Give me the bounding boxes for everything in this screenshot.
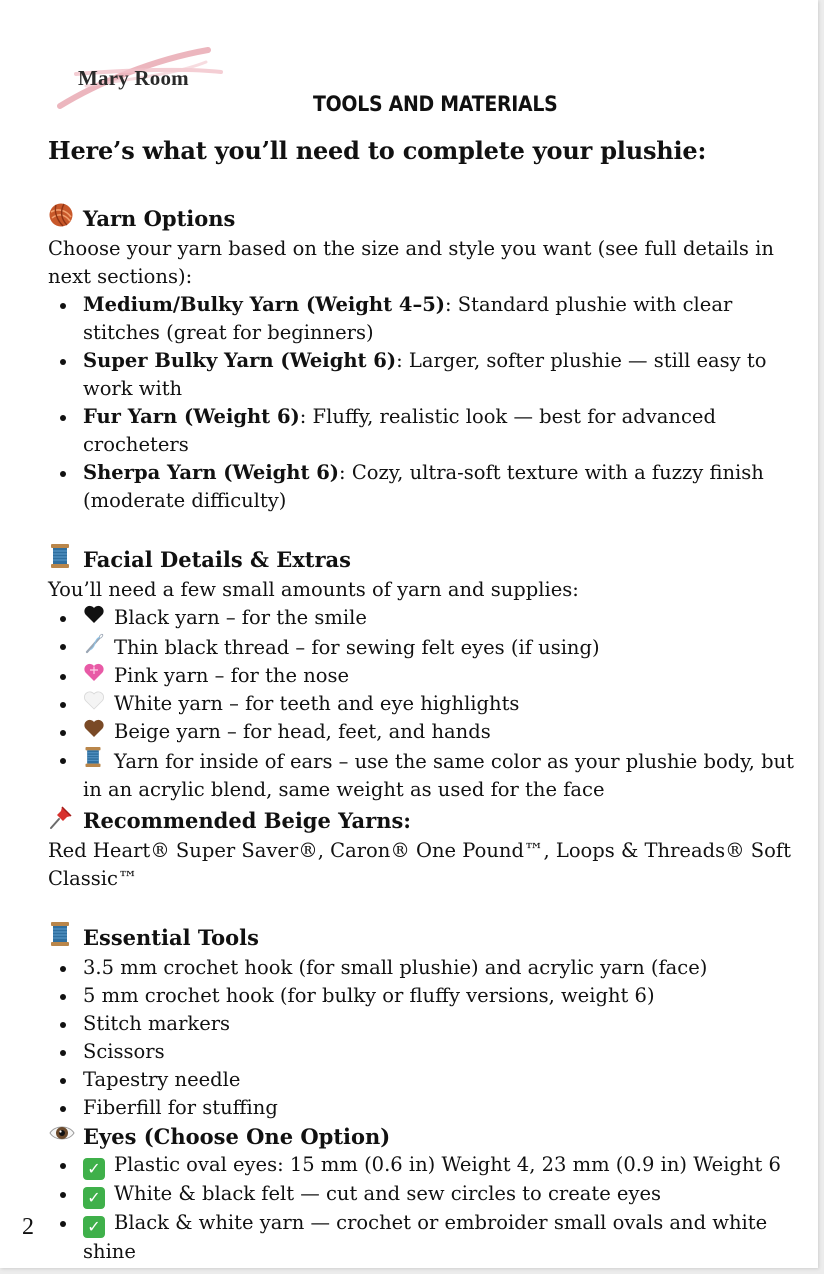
list-item: Medium/Bulky Yarn (Weight 4–5): Standard plushie with clear stitches (great for beginners) xyxy=(48,291,808,347)
page-number: 2 xyxy=(22,1214,34,1240)
pushpin-icon xyxy=(48,804,83,837)
brown-heart-icon xyxy=(83,718,114,746)
list-item: ✓ Plastic oval eyes: 15 mm (0.6 in) Weight 4, 23 mm (0.9 in) Weight 6 xyxy=(48,1151,808,1180)
eyes-list xyxy=(48,1151,808,1266)
list-item: Stitch markers xyxy=(48,1010,808,1038)
essential-tools-list xyxy=(48,954,808,1122)
page-heading: TOOLS AND MATERIALS xyxy=(313,92,558,116)
spool-icon xyxy=(48,921,83,954)
eyes-section xyxy=(48,1122,808,1266)
list-item: White yarn – for teeth and eye highlights xyxy=(48,690,808,718)
essential-tools-title xyxy=(48,921,808,954)
spool-icon xyxy=(83,746,114,776)
logo-text: Mary Room xyxy=(78,66,189,90)
list-item: Pink yarn – for the nose xyxy=(48,662,808,690)
facial-details-title xyxy=(48,543,808,576)
list-item: Black yarn – for the smile xyxy=(48,604,808,632)
recommended-title xyxy=(48,804,808,837)
list-item: ✓ White & black felt — cut and sew circles to create eyes xyxy=(48,1180,808,1209)
recommended-text: Red Heart® Super Saver®, Caron® One Pound™, Loops & Threads® Soft Classic™ xyxy=(48,839,791,890)
list-item: Yarn for inside of ears – use the same color as your plushie body, but in an acrylic blend, same weight as used for the face xyxy=(48,746,808,804)
check-mark-icon: ✓ xyxy=(83,1187,105,1209)
list-item: Tapestry needle xyxy=(48,1066,808,1094)
eye-icon xyxy=(48,1122,83,1151)
eyes-title xyxy=(48,1122,808,1151)
main-content xyxy=(48,134,808,1266)
yarn-options-description: Choose your yarn based on the size and style you want (see full details in next sections): xyxy=(48,237,774,288)
needle-icon xyxy=(83,632,114,662)
essential-tools-section xyxy=(48,921,808,1122)
yarn-options-section xyxy=(48,202,808,515)
facial-details-list xyxy=(48,604,808,804)
spool-icon xyxy=(48,543,83,576)
check-mark-icon: ✓ xyxy=(83,1158,105,1180)
list-item: Fur Yarn (Weight 6): Fluffy, realistic look — best for advanced crocheters xyxy=(48,403,808,459)
facial-details-section xyxy=(48,543,808,804)
check-mark-icon: ✓ xyxy=(83,1216,105,1238)
essential-tools-title-text: Essential Tools xyxy=(83,924,259,950)
pink-heart-icon xyxy=(83,662,114,690)
black-heart-icon xyxy=(83,604,114,632)
list-item: ✓ Black & white yarn — crochet or embroider small ovals and white shine xyxy=(48,1209,808,1266)
list-item: Scissors xyxy=(48,1038,808,1066)
yarn-options-title-text: Yarn Options xyxy=(83,205,236,231)
yarn-ball-icon xyxy=(48,202,83,235)
list-item: Beige yarn – for head, feet, and hands xyxy=(48,718,808,746)
recommended-title-text: Recommended Beige Yarns: xyxy=(83,807,412,833)
list-item: Thin black thread – for sewing felt eyes (if using) xyxy=(48,632,808,662)
intro-text: Here’s what you’ll need to complete your plushie: xyxy=(48,136,707,165)
list-item: 3.5 mm crochet hook (for small plushie) and acrylic yarn (face) xyxy=(48,954,808,982)
list-item: Fiberfill for stuffing xyxy=(48,1094,808,1122)
white-heart-icon xyxy=(83,690,114,718)
list-item: Super Bulky Yarn (Weight 6): Larger, softer plushie — still easy to work with xyxy=(48,347,808,403)
facial-details-title-text: Facial Details & Extras xyxy=(83,546,351,572)
brand-logo xyxy=(56,44,226,114)
list-item: Sherpa Yarn (Weight 6): Cozy, ultra-soft texture with a fuzzy finish (moderate difficulty) xyxy=(48,459,808,515)
recommended-section xyxy=(48,804,808,893)
eyes-title-text: Eyes (Choose One Option) xyxy=(83,1123,391,1149)
yarn-options-title xyxy=(48,202,808,235)
facial-details-description: You’ll need a few small amounts of yarn and supplies: xyxy=(48,578,579,601)
list-item: 5 mm crochet hook (for bulky or fluffy versions, weight 6) xyxy=(48,982,808,1010)
yarn-options-list xyxy=(48,291,808,515)
